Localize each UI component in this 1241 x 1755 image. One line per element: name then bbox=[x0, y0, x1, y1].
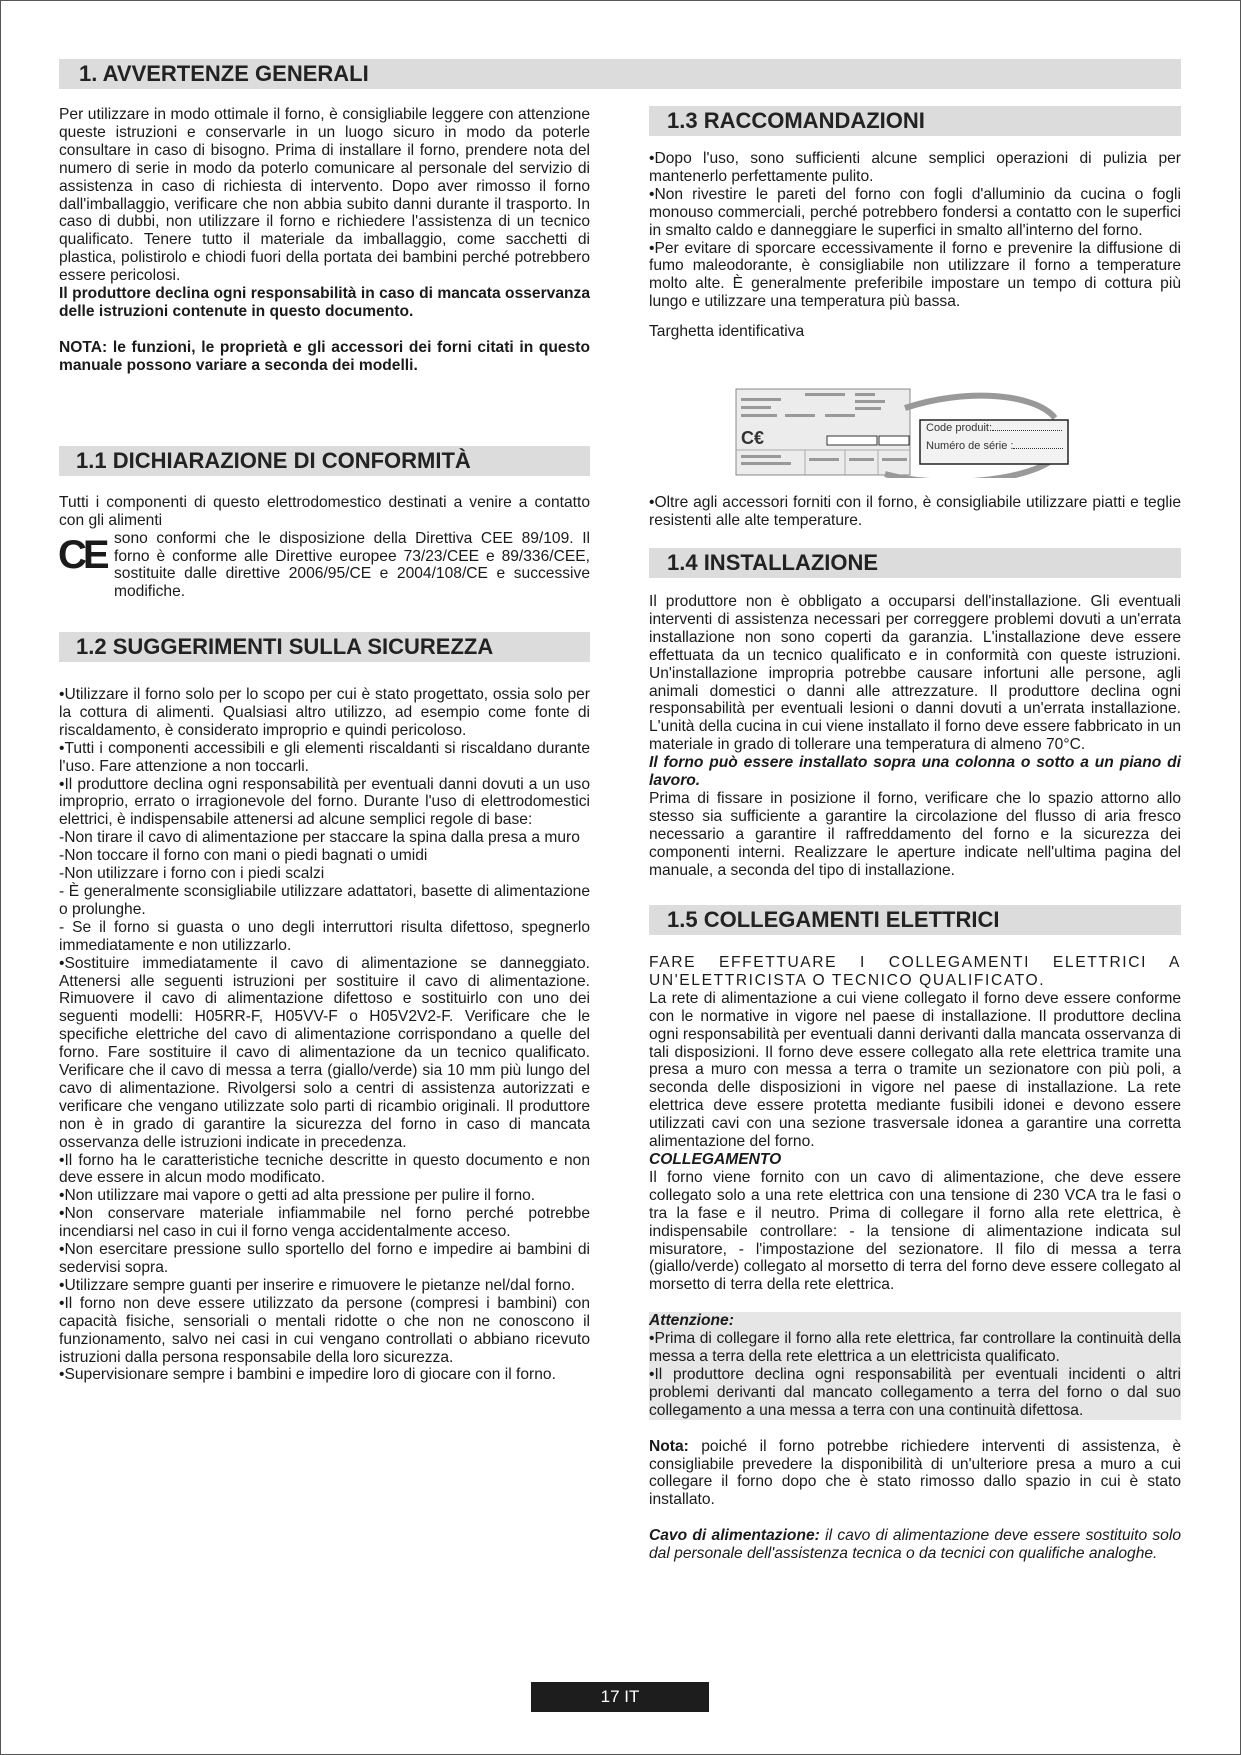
attention-box bbox=[649, 1312, 1181, 1419]
section-title-avvertenze: 1. AVVERTENZE GENERALI bbox=[59, 59, 1181, 89]
collegamenti-paragraph: La rete di alimentazione a cui viene collegato il forno deve essere conforme con le normative in vigore nel paese di installazione. Il produttore declina ogni responsabilità per eventuali danni derivanti dalla mancata osservanza di tali disposizioni. Il forno deve essere collegato alla rete elettrica tramite una presa a muro con messa a terra o tramite un sezionatore con più poli, a seconda delle disposizioni in vigore nel paese di installazione. La rete elettrica deve essere protetta mediante fusibili idonei e devono essere utilizzati cavi con una sezione trasversale idonea a garantire una corretta alimentazione del forno. bbox=[649, 989, 1181, 1151]
list-item: -Non utilizzare i forno con i piedi scalzi bbox=[59, 865, 325, 883]
list-item: •Il forno ha le caratteristiche tecniche descritte in questo documento e non deve essere in alcun modo modificato. bbox=[59, 1151, 590, 1187]
list-item: - Se il forno si guasta o uno degli interruttori risulta difettoso, spegnerlo immediatamente e non utilizzarlo. bbox=[59, 918, 590, 954]
list-item: •Supervisionare sempre i bambini e impedire loro di giocare con il forno. bbox=[59, 1366, 556, 1384]
nota-text: poiché il forno potrebbe richiedere interventi di assistenza, è consigliabile prevedere la disponibilità di un'ulteriore presa a muro a cui collegare il forno dopo che è stato rimosso dallo spazio in cui è stato installato. bbox=[649, 1437, 1181, 1509]
list-item: •Non esercitare pressione sullo sportello del forno e impedire ai bambini di sedervisi sopra. bbox=[59, 1241, 590, 1276]
plate-serial-field: Numéro de série : bbox=[926, 440, 1063, 452]
plate-label: Targhetta identificativa bbox=[649, 323, 805, 341]
nota-label: Nota: bbox=[649, 1437, 689, 1455]
conformita-directives: sono conformi che le disposizione della Direttiva CEE 89/109. Il forno è conforme alle Direttive europee 73/23/CEE e 89/336/CEE, sostituite dalle direttive 2006/95/CE e 2004/108/CE e successive modifiche. bbox=[114, 530, 590, 600]
list-item: -Non toccare il forno con mani o piedi bagnati o umidi bbox=[59, 847, 428, 865]
list-item: •Utilizzare sempre guanti per inserire e rimuovere le pietanze nel/dal forno. bbox=[59, 1276, 575, 1294]
conformita-intro bbox=[59, 494, 590, 530]
page-number: 17 IT bbox=[531, 1682, 709, 1712]
list-item: •Dopo l'uso, sono sufficienti alcune semplici operazioni di pulizia per mantenerlo perfettamente pulito. bbox=[649, 150, 1181, 185]
section-title-installazione: 1.4 INSTALLAZIONE bbox=[649, 548, 1181, 578]
installazione-paragraph-2: Prima di fissare in posizione il forno, verificare che lo spazio attorno allo stesso sia sufficiente a garantire la circolazione del flusso di aria fresco necessario a garantire il raffreddamento del forno e la sicurezza dei componenti interni. Realizzare le aperture indicate nell'ultima pagina del manuale, a seconda del tipo di installazione. bbox=[649, 789, 1181, 879]
collegamenti-caps: FARE EFFETTUARE I COLLEGAMENTI ELETTRICI A UN'ELETTRICISTA O TECNICO QUALIFICATO. bbox=[649, 954, 1181, 989]
installazione-note: Il forno può essere installato sopra una colonna o sotto a un piano di lavoro. bbox=[649, 754, 1181, 790]
cavo-text: il cavo di alimentazione deve essere sostituito solo dal personale dell'assistenza tecnica o da tecnici con qualifiche analoghe. bbox=[649, 1527, 1181, 1563]
intro-paragraph: Per utilizzare in modo ottimale il forno, è consigliabile leggere con attenzione queste istruzioni e conservarle in un luogo sicuro in modo da poterle consultare in caso di bisogno. Prima di installare il forno, prendere nota del numero di serie in modo da poterlo comunicare al personale del servizio di assistenza in caso di richiesta di intervento. Dopo aver rimosso il forno dall'imballaggio, verificare che non abbia subito danni durante il trasporto. In caso di dubbi, non utilizzare il forno e richiedere l'assistenza di un tecnico qualificato. Tenere tutto il materiale da imballaggio, come sacchetti di plastica, polistirolo e chiodi fuori della portata dei bambini perché potrebbero essere pericolosi. bbox=[59, 106, 590, 285]
installazione-paragraph: Il produttore non è obbligato a occuparsi dell'installazione. Gli eventuali interventi di assistenza necessari per correggere problemi dovuti a un'errata installazione non sono coperti da garanzia. L'installazione deve essere effettuata da un tecnico qualificato e in conformità con queste istruzioni. Un'installazione impropria potrebbe causare infortuni alle persone, agli animali domestici o danni alle attrezzature. Il produttore declina ogni responsabilità per eventuali lesioni o danni dovuti a un'errata installazione. L'unità della cucina in cui viene installato il forno deve essere fabbricato in un materiale in grado di tollerare una temperatura di almeno 70°C. bbox=[649, 593, 1181, 754]
attention-item: •Prima di collegare il forno alla rete elettrica, far controllare la continuità della messa a terra della rete elettrica a un elettricista qualificato. bbox=[649, 1330, 1181, 1366]
list-item: •Non utilizzare mai vapore o getti ad alta pressione per pulire il forno. bbox=[59, 1187, 536, 1205]
list-item: •Il produttore declina ogni responsabilità per eventuali danni dovuti a un uso improprio, errato o irragionevole del forno. Durante l'uso di elettrodomestici elettrici, è indispensabile attenersi ad alcune semplici regole di base: bbox=[59, 775, 590, 829]
raccomandazioni-list bbox=[649, 150, 1181, 341]
list-item: •Utilizzare il forno solo per lo scopo per cui è stato progettato, ossia solo per la cottura di alimenti. Qualsiasi altro utilizzo, ad esempio come fonte di riscaldamento, è considerato improprio e quindi pericoloso. bbox=[59, 686, 590, 739]
left-column-intro bbox=[59, 106, 590, 375]
list-item: •Tutti i componenti accessibili e gli elementi riscaldanti si riscaldano durante l'uso. Fare attenzione a non toccarli. bbox=[59, 739, 590, 775]
list-item: •Per evitare di sporcare eccessivamente il forno e prevenire la diffusione di fumo maleodorante, è consigliabile non utilizzare il forno a temperature molto alte. È generalmente preferibile impostare un tempo di cottura più lungo e utilizzare una temperatura più bassa. bbox=[649, 239, 1181, 311]
ce-mark-icon: CE bbox=[58, 533, 106, 577]
collegamento-title: COLLEGAMENTO bbox=[649, 1150, 782, 1168]
responsibility-note: Il produttore declina ogni responsabilità in caso di mancata osservanza delle istruzioni contenute in questo documento. bbox=[59, 285, 590, 320]
nota-paragraph bbox=[649, 1438, 1181, 1510]
section-title-collegamenti: 1.5 COLLEGAMENTI ELETTRICI bbox=[649, 905, 1181, 935]
cavo-paragraph bbox=[649, 1527, 1181, 1563]
plate-code-field: Code produit: bbox=[926, 422, 1062, 434]
attention-title: Attenzione: bbox=[649, 1312, 734, 1330]
list-item: - È generalmente sconsigliabile utilizzare adattatori, basette di alimentazione o prolunghe. bbox=[59, 882, 590, 918]
conformita-paragraph: Tutti i componenti di questo elettrodomestico destinati a venire a contatto con gli alimenti bbox=[59, 494, 590, 529]
list-item: •Non rivestire le pareti del forno con fogli d'alluminio da cucina o fogli monouso commerciali, perché potrebbero fondersi a contatto con le superfici in smalto caldo e danneggiare le superfici in smalto all'interno del forno. bbox=[649, 185, 1181, 239]
list-item: -Non tirare il cavo di alimentazione per staccare la spina dalla presa a muro bbox=[59, 829, 580, 847]
list-item: •Sostituire immediatamente il cavo di alimentazione se danneggiato. Attenersi alle seguenti istruzioni per sostituire il cavo di alimentazione. Rimuovere il cavo di alimentazione difettoso e sostituirlo con uno dei seguenti modelli: H05RR-F, H05VV-F o H05V2V2-F. Verificare che le specifiche elettriche del cavo di alimentazione corrispondano a quelle del forno. Fare sostituire il cavo di alimentazione da un tecnico qualificato. Verificare che il cavo di messa a terra (giallo/verde) sia 10 mm più lungo del cavo di alimentazione. Rivolgersi solo a centri di assistenza autorizzati e verificare che vengano utilizzate solo parti di ricambio originali. Il produttore non è in grado di garantire la sicurezza del forno in caso di mancata osservanza delle istruzioni indicate in precedenza. bbox=[59, 954, 590, 1151]
section-title-raccomandazioni: 1.3 RACCOMANDAZIONI bbox=[649, 106, 1181, 136]
list-item: •Il forno non deve essere utilizzato da persone (compresi i bambini) con capacità fisiche, sensoriali o mentali ridotte o che non ne conoscono il funzionamento, salvo nei casi in cui vengano controllati o abbiano ricevuto istruzioni dalla persona responsabile della loro sicurezza. bbox=[59, 1294, 590, 1366]
list-item: •Non conservare materiale infiammabile nel forno perché potrebbe incendiarsi nel caso in cui il forno venga accidentalmente acceso. bbox=[59, 1205, 590, 1241]
section-title-sicurezza: 1.2 SUGGERIMENTI SULLA SICUREZZA bbox=[59, 632, 590, 662]
section-title-conformita: 1.1 DICHIARAZIONE DI CONFORMITÀ bbox=[59, 446, 590, 476]
sicurezza-list bbox=[59, 686, 590, 1384]
models-note: NOTA: le funzioni, le proprietà e gli accessori dei forni citati in questo manuale possono variare a seconda dei modelli. bbox=[59, 338, 590, 374]
attention-item: •Il produttore declina ogni responsabilità per eventuali incidenti o altri problemi derivanti dal mancato collegamento a terra del forno o dal suo collegamento a una messa a terra con una continuità difettosa. bbox=[649, 1365, 1181, 1419]
installazione-text bbox=[649, 593, 1181, 880]
accessori-paragraph bbox=[649, 494, 1181, 530]
cavo-label: Cavo di alimentazione: bbox=[649, 1527, 820, 1545]
collegamenti-text bbox=[649, 954, 1181, 1563]
collegamento-paragraph: Il forno viene fornito con un cavo di alimentazione, che deve essere collegato solo a una rete elettrica con una tensione di 230 VCA tra le fasi o tra la fase e il neutro. Prima di collegare il forno alla rete elettrica, è indispensabile controllare: - la tensione di alimentazione indicata sul misuratore, - l'impostazione del sezionatore. Il filo di messa a terra (giallo/verde) collegato al morsetto di terra del forno deve essere collegato al morsetto di terra della rete elettrica. bbox=[649, 1168, 1181, 1294]
accessori-text: •Oltre agli accessori forniti con il forno, è consigliabile utilizzare piatti e teglie resistenti alle alte temperature. bbox=[649, 494, 1181, 529]
svg-text:C€: C€ bbox=[741, 428, 765, 448]
